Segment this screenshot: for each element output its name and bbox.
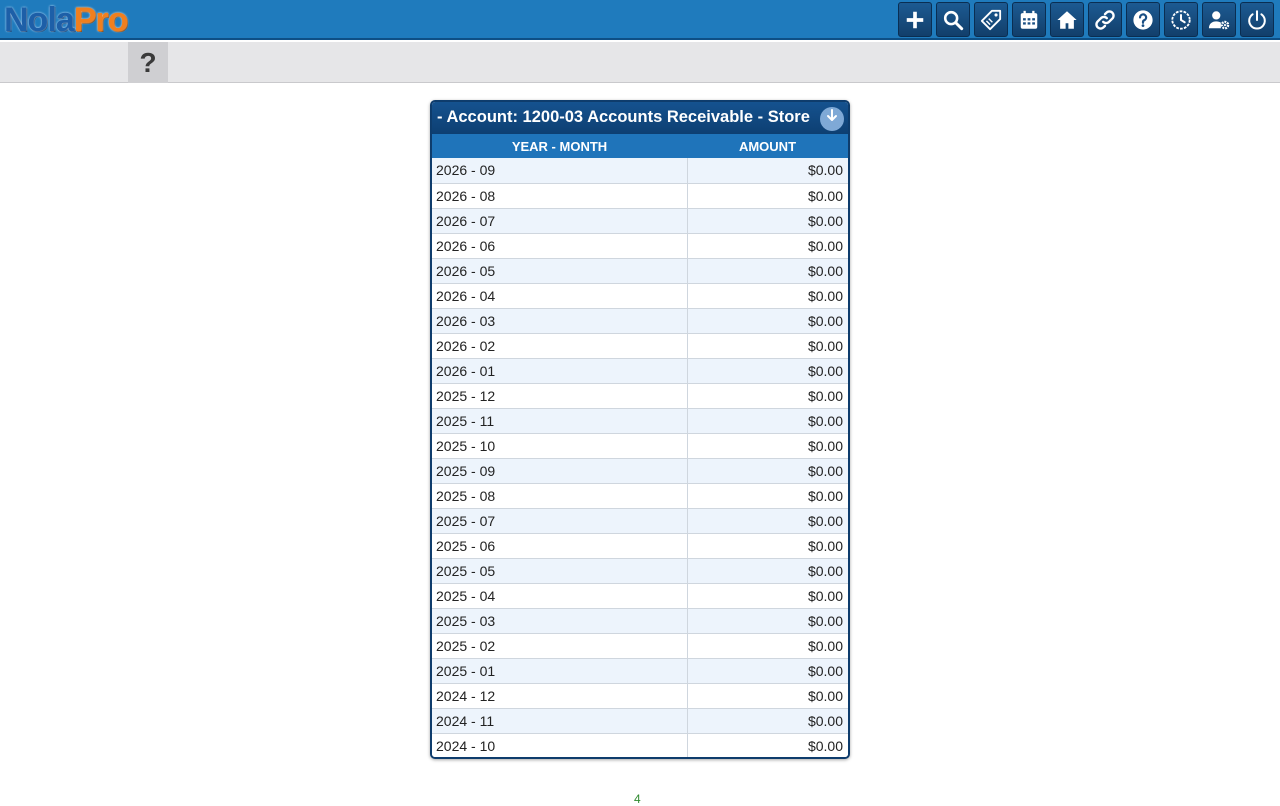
cell-amount: $0.00 [687,358,848,383]
cell-year-month: 2025 - 05 [432,558,687,583]
table-row[interactable] [432,283,848,308]
cell-year-month: 2026 - 09 [432,158,687,183]
secondary-toolbar [0,42,1280,83]
column-header-year-month[interactable]: YEAR - MONTH [432,134,687,158]
link-icon [1094,9,1116,31]
cell-year-month: 2025 - 12 [432,383,687,408]
cell-year-month: 2026 - 02 [432,333,687,358]
cell-amount: $0.00 [687,733,848,758]
cell-year-month: 2026 - 01 [432,358,687,383]
cell-year-month: 2025 - 09 [432,458,687,483]
user-gear-icon [1208,9,1230,31]
calendar-button[interactable] [1012,2,1046,37]
panel-header [432,102,848,134]
cell-year-month: 2026 - 07 [432,208,687,233]
tag-icon [980,9,1002,31]
logo-nola-text: Nola [4,1,74,39]
cell-year-month: 2026 - 03 [432,308,687,333]
table-row[interactable] [432,233,848,258]
cell-year-month: 2026 - 06 [432,233,687,258]
column-header-amount[interactable]: AMOUNT [687,134,848,158]
monthly-amounts-table [432,134,848,758]
cell-year-month: 2025 - 11 [432,408,687,433]
add-button[interactable] [898,2,932,37]
cell-amount: $0.00 [687,633,848,658]
account-history-panel [430,100,850,759]
table-row[interactable] [432,533,848,558]
calendar-icon [1018,9,1040,31]
search-icon [942,9,964,31]
cell-amount: $0.00 [687,583,848,608]
table-row[interactable] [432,608,848,633]
cell-amount: $0.00 [687,258,848,283]
cell-amount: $0.00 [687,233,848,258]
plus-icon [904,9,926,31]
panel-title: - Account: 1200-03 Accounts Receivable - Store [437,108,810,126]
toolbar [898,2,1274,38]
links-button[interactable] [1088,2,1122,37]
table-row[interactable] [432,358,848,383]
cell-year-month: 2025 - 04 [432,583,687,608]
cell-amount: $0.00 [687,158,848,183]
cell-amount: $0.00 [687,383,848,408]
table-row[interactable] [432,333,848,358]
table-header-row [432,134,848,158]
cell-amount: $0.00 [687,533,848,558]
cell-year-month: 2025 - 03 [432,608,687,633]
cell-amount: $0.00 [687,433,848,458]
download-button[interactable] [820,107,844,131]
cell-amount: $0.00 [687,508,848,533]
cell-year-month: 2026 - 08 [432,183,687,208]
power-icon [1246,9,1268,31]
cell-amount: $0.00 [687,708,848,733]
question-icon [1132,9,1154,31]
cell-amount: $0.00 [687,608,848,633]
table-body [432,158,848,758]
cell-amount: $0.00 [687,558,848,583]
table-row[interactable] [432,158,848,183]
table-row[interactable] [432,408,848,433]
table-row[interactable] [432,658,848,683]
footer-mark: 4 [634,792,641,806]
cell-amount: $0.00 [687,333,848,358]
cell-year-month: 2025 - 10 [432,433,687,458]
clock-icon [1170,9,1192,31]
cell-year-month: 2025 - 08 [432,483,687,508]
cell-amount: $0.00 [687,483,848,508]
help-button[interactable] [1126,2,1160,37]
cell-year-month: 2025 - 06 [432,533,687,558]
cell-amount: $0.00 [687,183,848,208]
table-row[interactable] [432,183,848,208]
table-row[interactable] [432,458,848,483]
question-mark-icon: ? [139,46,157,78]
table-row[interactable] [432,633,848,658]
table-row[interactable] [432,208,848,233]
home-icon [1056,9,1078,31]
cell-year-month: 2025 - 02 [432,633,687,658]
table-row[interactable] [432,583,848,608]
table-row[interactable] [432,558,848,583]
search-button[interactable] [936,2,970,37]
cell-year-month: 2025 - 07 [432,508,687,533]
cell-amount: $0.00 [687,458,848,483]
table-row[interactable] [432,383,848,408]
cell-amount: $0.00 [687,283,848,308]
cell-year-month: 2024 - 10 [432,733,687,758]
cell-amount: $0.00 [687,683,848,708]
tags-button[interactable] [974,2,1008,37]
logout-button[interactable] [1240,2,1274,37]
table-row[interactable] [432,483,848,508]
user-settings-button[interactable] [1202,2,1236,37]
table-row[interactable] [432,508,848,533]
cell-amount: $0.00 [687,308,848,333]
cell-year-month: 2026 - 04 [432,283,687,308]
table-row[interactable] [432,258,848,283]
table-row[interactable] [432,433,848,458]
table-row[interactable] [432,733,848,758]
cell-year-month: 2026 - 05 [432,258,687,283]
history-button[interactable] [1164,2,1198,37]
arrow-down-icon [824,104,840,134]
table-row[interactable] [432,308,848,333]
home-button[interactable] [1050,2,1084,37]
nolapro-logo[interactable] [4,1,127,39]
cell-amount: $0.00 [687,658,848,683]
logo-pro-text: Pro [73,1,128,39]
cell-year-month: 2025 - 01 [432,658,687,683]
top-bar [0,0,1280,40]
cell-amount: $0.00 [687,208,848,233]
page-help-button[interactable] [128,42,168,83]
cell-year-month: 2024 - 11 [432,708,687,733]
table-row[interactable] [432,708,848,733]
cell-amount: $0.00 [687,408,848,433]
cell-year-month: 2024 - 12 [432,683,687,708]
table-row[interactable] [432,683,848,708]
